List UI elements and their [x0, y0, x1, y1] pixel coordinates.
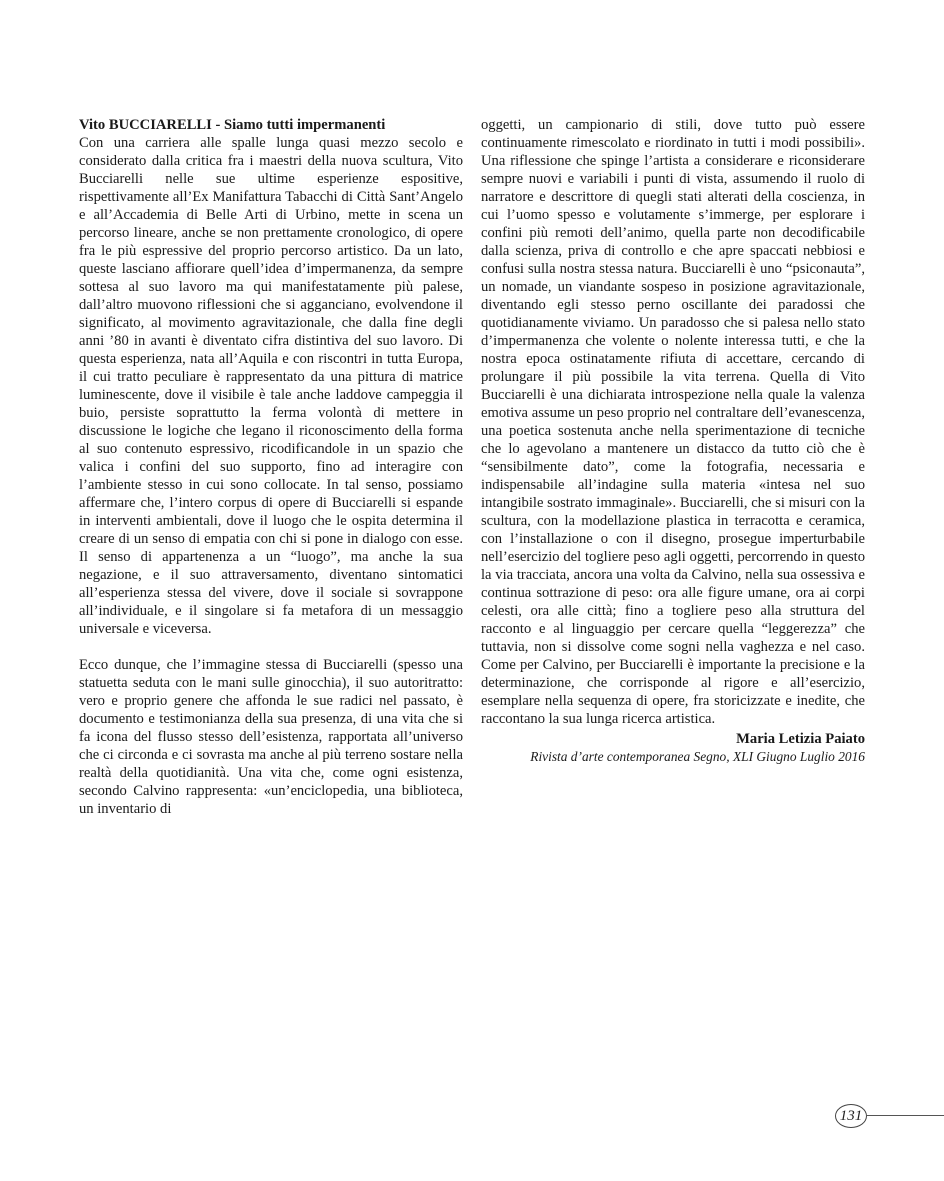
article-paragraph-2-start: Ecco dunque, che l’immagine stessa di Bucciarelli (spesso una statuetta seduta con le mani sulle ginocchia), il suo autoritratto: vero e proprio genere che affonda le sue radici nel passato, è documento e testimonianza della sua presenza, di una vita che si fa icona del flusso stesso dell’esistenza, rapportata all’universo che ci circonda e ci sovrasta ma anche al più terreno sostare nella realtà della quotidianità. Una vita che, come ogni esistenza, secondo Calvino rappresenta: «un’enciclopedia, una biblioteca, un inventario di [79, 657, 463, 817]
article-paragraph-1: Con una carriera alle spalle lunga quasi mezzo secolo e considerato dalla critica fra i maestri della nuova scultura, Vito Bucciarelli nelle sue ultime esperienze espositive, rispettivamente all’Ex Manifattura Tabacchi di Città Sant’Angelo e all’Accademia di Belle Arti di Urbino, mette in scena un percorso lineare, anche se non prettamente cronologico, di opere fra le più espressive del proprio percorso artistico. Da un lato, queste lasciano affiorare quell’idea d’impermanenza, da sempre sottesa al suo lavoro ma qui manifestatamente più palese, dall’altro muovono riflessioni che si agganciano, evolvendone il significato, al movimento agravitazionale, che dalla fine degli anni ’80 in avanti è diventato cifra distintiva del suo lavoro. Di questa esperienza, nata all’Aquila e con riscontri in tutta Europa, il cui tratto peculiare è rappresentato da una pittura di matrice luminescente, dove il visibile è tale anche laddove campeggia il buio, persiste soprattutto la ferma volontà di mettere in discussione le logiche che legano il riconoscimento della forma al suo contenuto espressivo, ricodificandole in un spazio che valica i confini del suo supporto, fino ad interagire con l’ambiente stesso in cui sono collocate. In tal senso, possiamo affermare che, l’intero corpus di opere di Bucciarelli si espande in interventi ambientali, dove il luogo che le ospita determina il creare di un senso di empatia con chi si pone in dialogo con esse. Il senso di appartenenza a un “luogo”, ma anche la sua negazione, e il suo attraversamento, diventano sintomatici all’esperienza stessa del vivere, dove il sociale si sovrappone all’individuale, e il singolare si fa metafora di un messaggio universale e viceversa. [79, 135, 463, 637]
publication-source: Rivista d’arte contemporanea Segno, XLI Giugno Luglio 2016 [530, 749, 865, 764]
page-number: 131 [835, 1104, 867, 1128]
page-number-rule [867, 1115, 944, 1116]
article-title: Vito BUCCIARELLI - Siamo tutti impermanenti [79, 117, 386, 133]
article-paragraph-2-continued: oggetti, un campionario di stili, dove tutto può essere continuamente rimescolato e riordinato in tutti i modi possibili». Una riflessione che spinge l’artista a considerare e riconsiderare sempre nuovi e variabili i punti di vista, assumendo il ruolo di narratore e descrittore di quegli stati alterati della coscienza, in cui l’uomo spesso e volutamente s’immerge, per esplorare i confini più remoti dell’animo, quella parte non decodificabile dalla scienza, priva di controllo e che apre spaccati nebbiosi e confusi sulla nostra stessa natura. Bucciarelli è uno “psiconauta”, un nomade, un viandante sospeso in posizione agravitazionale, diventando egli stesso perno oscillante dei paradossi che quotidianamente viviamo. Un paradosso che si palesa nello stato d’impermanenza che volente o nolente interessa tutti, e che la nostra epoca ostinatamente rifiuta di accettare, cercando di prolungare il più possibile la vita terrena. Quella di Vito Bucciarelli è una dichiarata introspezione nella quale la valenza emotiva assume un peso proprio nel contraltare dell’evanescenza, una poetica sostenuta anche nella sperimentazione di tecniche che lo agevolano a mantenere un distacco da tutto ciò che è “sensibilmente dato”, come la fotografia, necessaria e indispensabile all’indagine sulla materia «intesa nel suo intangibile sostrato immaginale». Bucciarelli, che si misuri con la scultura, con la modellazione plastica in terracotta e ceramica, con l’installazione o con il disegno, prosegue imperturbabile nell’esercizio del togliere peso agli oggetti, percorrendo in questo la via tracciata, ancora una volta da Calvino, nella sua ossessiva e continua sottrazione di peso: ora alle figure umane, ora ai corpi celesti, ora alle città; fino a togliere peso alla struttura del racconto e al linguaggio per cercare quella “leggerezza” che tuttavia, non si dissolve come sogni nella vaghezza e nel caso. Come per Calvino, per Bucciarelli è importante la precisione e la determinazione, che corrisponde al rigore e all’esercizio, esemplare nella sequenza di opere, fra storicizzate e inedite, che raccontano la sua lunga ricerca artistica. [481, 117, 865, 727]
page-number-block [835, 1104, 944, 1128]
article-column-right [481, 116, 865, 766]
author-name: Maria Letizia Paiato [736, 731, 865, 747]
article-column-left [79, 116, 463, 818]
signature-block [481, 730, 865, 766]
